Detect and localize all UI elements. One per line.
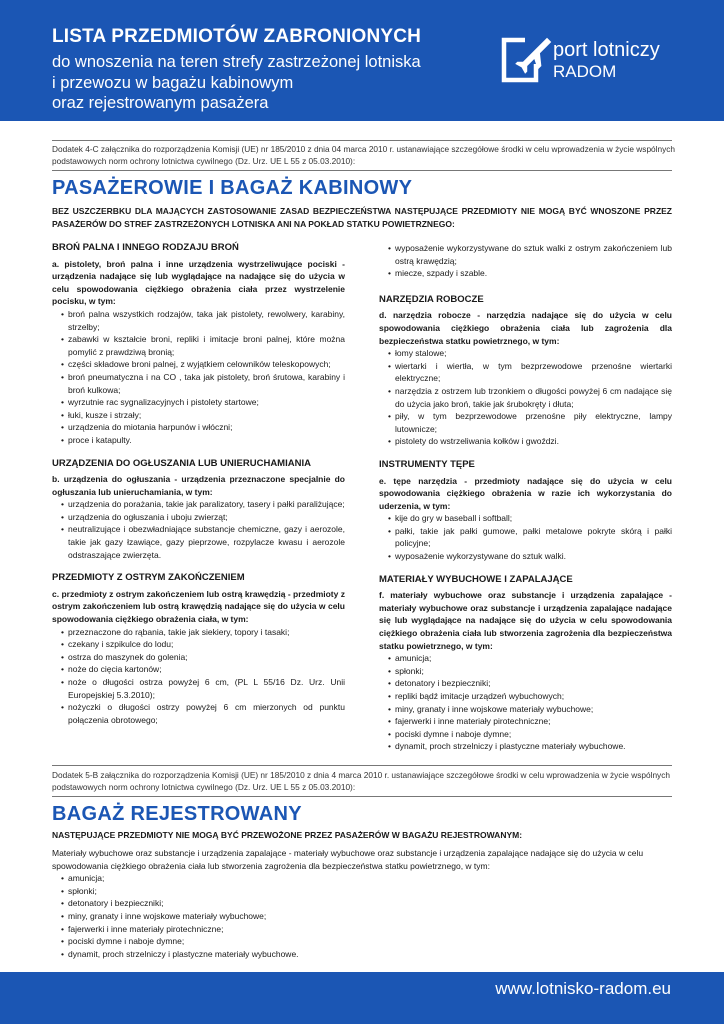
category-heading-tools: NARZĘDZIA ROBOCZE	[379, 293, 484, 305]
footer-banner	[0, 972, 724, 1024]
document-title: LISTA PRZEDMIOTÓW ZABRONIONYCH	[52, 26, 422, 47]
right-column	[379, 242, 672, 753]
list-item: • amunicja;	[68, 872, 677, 885]
list-item: • urządzenia do ogłuszania i uboju zwierząt;	[68, 511, 345, 524]
cabin-intro: BEZ USZCZERBKU DLA MAJĄCYCH ZASTOSOWANIE ZASAD BEZPIECZEŃSTWA NASTĘPUJĄCE PRZEDMIOTY NIE MOGĄ BYĆ WNOSZONE PRZEZ PASAŻERÓW DO STREF ZASTRZEŻONYCH LOTNISKA ANI NA POKŁAD STATKU POWIETRZNEGO:	[52, 206, 672, 229]
list-item: • wyposażenie wykorzystywane do sztuk walki.	[395, 550, 672, 563]
list-item: • broń pneumatyczna i na CO , taka jak pistolety, broń śrutowa, karabiny i broń kulkowa;	[68, 371, 345, 396]
logo-text-port: port lotniczy	[553, 39, 660, 61]
list-item: • narzędzia z ostrzem lub trzonkiem o długości powyżej 6 cm nadające się do użycia jako broń, takie jak śrubokręty i dłuta;	[395, 385, 672, 410]
list-item: • przeznaczone do rąbania, takie jak siekiery, topory i tasaki;	[68, 626, 345, 639]
list-item: • fajerwerki i inne materiały pirotechniczne;	[395, 715, 672, 728]
hold-list	[52, 872, 677, 960]
list-item: • łomy stalowe;	[395, 347, 672, 360]
list-item: • zabawki w kształcie broni, repliki i imitacje broni palnej, które można pomylić z prawdziwą bronią;	[68, 333, 345, 358]
list-item: • wiertarki i wiertła, w tym bezprzewodowe przenośne wiertarki elektryczne;	[395, 360, 672, 385]
tools-list	[379, 347, 672, 448]
list-item: • piły, w tym bezprzewodowe przenośne piły elektryczne, lampy lutownicze;	[395, 410, 672, 435]
list-item: • miny, granaty i inne wojskowe materiały wybuchowe;	[68, 910, 677, 923]
list-item: • detonatory i bezpieczniki;	[68, 897, 677, 910]
list-item: • miecze, szpady i szable.	[395, 267, 672, 280]
list-item: • nożyczki o długości ostrzy powyżej 6 cm mierzonych od punktu połączenia obrotowego;	[68, 701, 345, 726]
list-item: • ostrza do maszynek do golenia;	[68, 651, 345, 664]
list-item: • broń palna wszystkich rodzajów, taka jak pistolety, rewolwery, karabiny, strzelby;	[68, 308, 345, 333]
hold-text: Materiały wybuchowe oraz substancje i urządzenia zapalające - materiały wybuchowe oraz substancje i urządzenia zapalające nadające się do użycia w celu spowodowania ciężkiego obrażenia ciała lub stworzenia zagrożenia dla bezpieczeństwa statku powietrznego, w tym:	[52, 848, 644, 871]
list-item: • proce i katapulty.	[68, 434, 345, 447]
list-item: • wyrzutnie rac sygnalizacyjnych i pistolety startowe;	[68, 396, 345, 409]
list-item: • urządzenia do miotania harpunów i włóczni;	[68, 421, 345, 434]
weapons-list	[52, 308, 345, 447]
list-item: • łuki, kusze i strzały;	[68, 409, 345, 422]
category-heading-stun: URZĄDZENIA DO OGŁUSZANIA LUB UNIERUCHAMIANIA	[52, 457, 311, 469]
hold-content	[52, 847, 677, 960]
left-column	[52, 242, 345, 726]
subtitle-line-3: oraz rejestrowanym pasażera	[52, 94, 269, 112]
list-item: • dynamit, proch strzelniczy i plastyczne materiały wybuchowe.	[68, 948, 677, 961]
logo-text-radom: RADOM	[553, 62, 617, 81]
list-item: • fajerwerki i inne materiały pirotechniczne;	[68, 923, 677, 936]
section-title-hold: BAGAŻ REJESTROWANY	[52, 803, 302, 825]
list-item: • noże o długości ostrza powyżej 6 cm, (PL L 55/16 Dz. Urz. Unii Europejskiej 5.3.2010);	[68, 676, 345, 701]
list-item: • urządzenia do porażania, takie jak paralizatory, tasery i pałki paraliżujące;	[68, 498, 345, 511]
list-item: • miny, granaty i inne wojskowe materiały wybuchowe;	[395, 703, 672, 716]
list-item: • pistolety do wstrzeliwania kołków i gwoździ.	[395, 435, 672, 448]
list-item: • pociski dymne i naboje dymne;	[68, 935, 677, 948]
list-item: • repliki bądź imitacje urządzeń wybuchowych;	[395, 690, 672, 703]
list-item: • czekany i szpikulce do lodu;	[68, 638, 345, 651]
list-item: • wyposażenie wykorzystywane do sztuk walki z ostrym zakończeniem lub ostrą krawędzią;	[395, 242, 672, 267]
header-banner	[0, 0, 724, 121]
category-lead-stun: b. urządzenia do ogłuszania - urządzenia przeznaczone specjalnie do ogłuszania lub unieruchamiania, w tym:	[52, 474, 345, 497]
list-item: • pociski dymne i naboje dymne;	[395, 728, 672, 741]
category-lead-blunt: e. tępe narzędzia - przedmioty nadające się do użycia w celu spowodowania ciężkiego obrażenia w razie ich wykorzystania do uderzenia, w tym:	[379, 475, 672, 511]
list-item: • neutralizujące i obezwładniające substancje chemiczne, gazy i aerozole, takie jak gazy łzawiące, gazy pieprzowe, rozpylacze kwasu i aerozole odstraszające zwierzęta.	[68, 523, 345, 561]
blunt-list	[379, 512, 672, 562]
list-item: • pałki, takie jak pałki gumowe, pałki metalowe pokryte skórą i pałki policyjne;	[395, 525, 672, 550]
category-lead-tools: d. narzędzia robocze - narzędzia nadające się do użycia w celu spowodowania ciężkiego obrażenia ciała lub zagrożenia dla bezpieczeństwa statku powietrznego, w tym:	[379, 310, 672, 346]
list-item: • spłonki;	[68, 885, 677, 898]
regulation-note-cabin: Dodatek 4-C załącznika do rozporządzenia Komisji (UE) nr 185/2010 z dnia 04 marca 2010 r. ustanawiające szczegółowe środki w celu wprowadzenia w życie wspólnych podstawowych norm ochrony lotnictwa cywilnego (Dz. Urz. UE L 55 z 05.03.2010):	[52, 144, 676, 166]
subtitle-line-2: i przewozu w bagażu kabinowym	[52, 73, 294, 92]
divider	[52, 765, 672, 766]
divider	[52, 796, 672, 797]
stun-list	[52, 498, 345, 561]
hold-intro: NASTĘPUJĄCE PRZEDMIOTY NIE MOGĄ BYĆ PRZEWOŻONE PRZEZ PASAŻERÓW W BAGAŻU REJESTROWANYM:	[52, 830, 523, 840]
category-lead-explosives: f. materiały wybuchowe oraz substancje i urządzenia zapalające - materiały wybuchowe oraz substancje i urządzenia zapalające nadające się lub wyglądające na nadające się do użycia w celu spowodowania ciężkiego obrażenia ciała lub stworzenia zagrożenia dla bezpieczeństwa statku powietrznego, w tym:	[379, 590, 672, 651]
list-item: • kije do gry w baseball i softball;	[395, 512, 672, 525]
sharp-list-continued	[379, 242, 672, 280]
subtitle-line-1: do wnoszenia na teren strefy zastrzeżonej lotniska	[52, 53, 421, 71]
list-item: • amunicja;	[395, 652, 672, 665]
category-heading-sharp: PRZEDMIOTY Z OSTRYM ZAKOŃCZENIEM	[52, 572, 245, 584]
list-item: • dynamit, proch strzelniczy i plastyczne materiały wybuchowe.	[395, 740, 672, 753]
sharp-list	[52, 626, 345, 727]
category-lead-weapons: a. pistolety, broń palna i inne urządzenia wystrzeliwujące pociski - urządzenia nadające się lub wyglądające na nadające się do użycia w celu spowodowania ciężkiego obrażenia ciała przez wystrzelenie pocisku, w tym:	[52, 258, 345, 307]
explosives-list	[379, 652, 672, 753]
divider	[52, 170, 672, 171]
divider	[52, 140, 672, 141]
list-item: • spłonki;	[395, 665, 672, 678]
category-lead-sharp: c. przedmioty z ostrym zakończeniem lub ostrą krawędzią - przedmioty z ostrym zakończeniem lub ostrą krawędzią nadające się do użycia w celu spowodowania ciężkiego obrażenia ciała, w tym:	[52, 588, 345, 625]
website-link[interactable]: www.lotnisko-radom.eu	[495, 979, 671, 998]
category-heading-weapons: BROŃ PALNA I INNEGO RODZAJU BROŃ	[52, 242, 239, 253]
list-item: • detonatory i bezpieczniki;	[395, 677, 672, 690]
list-item: • części składowe broni palnej, z wyjątkiem celowników teleskopowych;	[68, 358, 345, 371]
list-item: • noże do cięcia kartonów;	[68, 663, 345, 676]
category-heading-explosives: MATERIAŁY WYBUCHOWE I ZAPALAJĄCE	[379, 573, 573, 585]
regulation-note-hold: Dodatek 5-B załącznika do rozporządzenia Komisji (UE) nr 185/2010 z dnia 4 marca 2010 r. ustanawiające szczegółowe środki w celu wprowadzenia w życie wspólnych podstawowych norm ochrony lotnictwa cywilnego (Dz. Urz. UE L 55 z 05.03.2010):	[52, 770, 670, 792]
section-title-cabin: PASAŻEROWIE I BAGAŻ KABINOWY	[52, 177, 413, 199]
category-heading-blunt: INSTRUMENTY TĘPE	[379, 458, 475, 470]
